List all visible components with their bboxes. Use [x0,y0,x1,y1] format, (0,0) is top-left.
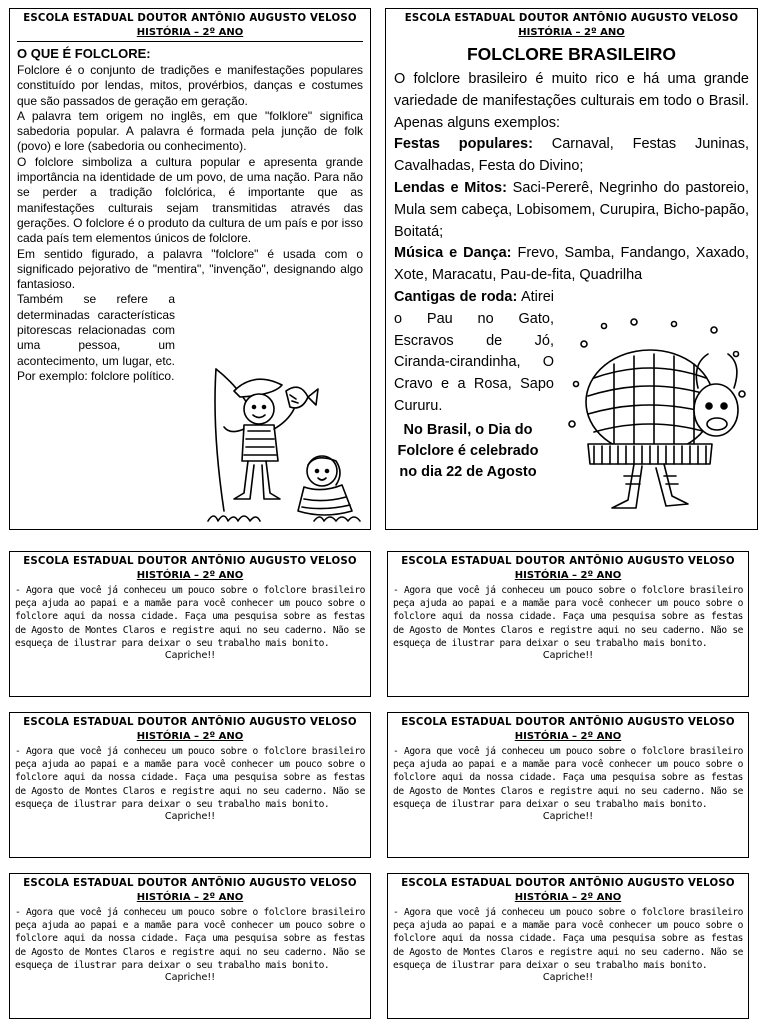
lendas-mitos-item [394,178,749,243]
intro-paragraph: O folclore brasileiro é muito rico e há uma grande variedade de manifestações culturais em todo o Brasil. Apenas alguns exemplos: [394,71,749,131]
school-name: ESCOLA ESTADUAL DOUTOR ANTÔNIO AUGUSTO VELOSO [404,13,739,24]
activity-message: - Agora que você já conheceu um pouco sobre o folclore brasileiro peça ajuda ao papai e a mamãe para você conhecer um pouco sobre o folclore aqui da nossa cidade. Faça uma pesquisa sobre as festas de Agosto de Montes Claros e registre aqui no seu caderno. Não se esqueça de ilustrar para deixar o seu trabalho mais bonito. [15,746,365,810]
grade-label: HISTÓRIA – 2º ANO [518,27,625,38]
cantigas-item [394,287,554,418]
paragraph-picturesque: Também se refere a determinadas características pitorescas relacionadas com uma pessoa, um acontecimento, um lugar, etc. Por exemplo: folclore político. [17,292,175,383]
grade-label: HISTÓRIA – 2º ANO [514,570,622,581]
festas-label: Festas populares: [394,136,533,153]
dia-do-folclore: No Brasil, o Dia do Folclore é celebrado no dia 22 de Agosto [397,421,539,480]
grade-label: HISTÓRIA – 2º ANO [514,731,622,742]
capriche-text: Capriche!! [164,811,216,823]
capriche-text: Capriche!! [164,650,216,662]
school-name: ESCOLA ESTADUAL DOUTOR ANTÔNIO AUGUSTO VELOSO [23,13,357,24]
divider [17,41,363,42]
activity-card-3 [9,712,371,858]
card-title: FOLCLORE BRASILEIRO [466,44,677,64]
grade-label: HISTÓRIA – 2º ANO [136,570,244,581]
grade-label: HISTÓRIA – 2º ANO [514,892,622,903]
paragraph-definition: Folclore é o conjunto de tradições e manifestações populares constituído por lendas, mitos, provérbios, danças e costumes que são passados de geração em geração. [17,63,363,108]
activity-message: - Agora que você já conheceu um pouco sobre o folclore brasileiro peça ajuda ao papai e a mamãe para você conhecer um pouco sobre o folclore aqui da nossa cidade. Faça uma pesquisa sobre as festas de Agosto de Montes Claros e registre aqui no seu caderno. Não se esqueça de ilustrar para deixar o seu trabalho mais bonito. [15,907,365,971]
activity-message: - Agora que você já conheceu um pouco sobre o folclore brasileiro peça ajuda ao papai e a mamãe para você conhecer um pouco sobre o folclore aqui da nossa cidade. Faça uma pesquisa sobre as festas de Agosto de Montes Claros e registre aqui no seu caderno. Não se esqueça de ilustrar para deixar o seu trabalho mais bonito. [393,585,743,649]
grade-label: HISTÓRIA – 2º ANO [136,892,244,903]
activity-card-5 [9,873,371,1019]
paragraph-origin: A palavra tem origem no inglês, em que "folklore" significa sabedoria popular. A palavra é formada pela junção de folk (povo) e lore (sabedoria ou conhecimento). [17,108,363,154]
activity-card-6 [387,873,749,1019]
cantigas-label: Cantigas de roda: [394,288,518,305]
capriche-text: Capriche!! [542,811,594,823]
folclore-definition-card [9,8,371,530]
saci-and-mermaid-illustration [204,361,366,529]
lendas-text: Saci-Pererê, Negrinho do pastoreio, Mula sem cabeça, Lobisomem, Curupira, Bicho-papão, Boitatá; [394,179,749,240]
school-name: ESCOLA ESTADUAL DOUTOR ANTÔNIO AUGUSTO VELOSO [23,717,357,728]
bumba-meu-boi-illustration [564,314,752,522]
capriche-text: Capriche!! [542,650,594,662]
musica-text: Frevo, Samba, Fandango, Xaxado, Xote, Maracatu, Pau-de-fita, Quadrilha [394,245,749,284]
activity-card-2 [387,551,749,697]
musica-label: Música e Dança: [394,245,512,262]
section-heading: O QUE É FOLCLORE: [17,46,151,61]
folclore-brasileiro-card [385,8,758,530]
school-name: ESCOLA ESTADUAL DOUTOR ANTÔNIO AUGUSTO VELOSO [23,878,357,889]
activity-card-1 [9,551,371,697]
school-name: ESCOLA ESTADUAL DOUTOR ANTÔNIO AUGUSTO VELOSO [401,878,735,889]
lendas-label: Lendas e Mitos: [394,179,507,196]
activity-card-4 [387,712,749,858]
paragraph-figurative: Em sentido figurado, a palavra "folclore" é usada com o significado pejorativo de "mentira", "invenção", designando algo fantasioso. [17,246,363,292]
activity-message: - Agora que você já conheceu um pouco sobre o folclore brasileiro peça ajuda ao papai e a mamãe para você conhecer um pouco sobre o folclore aqui da nossa cidade. Faça uma pesquisa sobre as festas de Agosto de Montes Claros e registre aqui no seu caderno. Não se esqueça de ilustrar para deixar o seu trabalho mais bonito. [15,585,365,649]
school-name: ESCOLA ESTADUAL DOUTOR ANTÔNIO AUGUSTO VELOSO [401,556,735,567]
activity-message: - Agora que você já conheceu um pouco sobre o folclore brasileiro peça ajuda ao papai e a mamãe para você conhecer um pouco sobre o folclore aqui da nossa cidade. Faça uma pesquisa sobre as festas de Agosto de Montes Claros e registre aqui no seu caderno. Não se esqueça de ilustrar para deixar o seu trabalho mais bonito. [393,907,743,971]
school-name: ESCOLA ESTADUAL DOUTOR ANTÔNIO AUGUSTO VELOSO [23,556,357,567]
festas-text: Carnaval, Festas Juninas, Cavalhadas, Festa do Divino; [394,136,749,175]
school-name: ESCOLA ESTADUAL DOUTOR ANTÔNIO AUGUSTO VELOSO [401,717,735,728]
festas-populares-item [394,134,749,178]
musica-danca-item [394,243,749,287]
cantigas-text: Atirei o Pau no Gato, Escravos de Jó, Ciranda-cirandinha, O Cravo e a Rosa, Sapo Cururu. [394,288,554,414]
capriche-text: Capriche!! [164,972,216,984]
grade-label: HISTÓRIA – 2º ANO [136,27,244,38]
paragraph-importance: O folclore simboliza a cultura popular e apresenta grande importância na identidade de um povo, de uma nação. Para não se perder a tradição folclórica, é importante que as manifestações culturais sejam transmitidas através das gerações. O folclore é o produto da cultura de um país e por isso cada país tem elementos únicos de folclore. [17,154,363,246]
capriche-text: Capriche!! [542,972,594,984]
grade-label: HISTÓRIA – 2º ANO [136,731,244,742]
activity-message: - Agora que você já conheceu um pouco sobre o folclore brasileiro peça ajuda ao papai e a mamãe para você conhecer um pouco sobre o folclore aqui da nossa cidade. Faça uma pesquisa sobre as festas de Agosto de Montes Claros e registre aqui no seu caderno. Não se esqueça de ilustrar para deixar o seu trabalho mais bonito. [393,746,743,810]
